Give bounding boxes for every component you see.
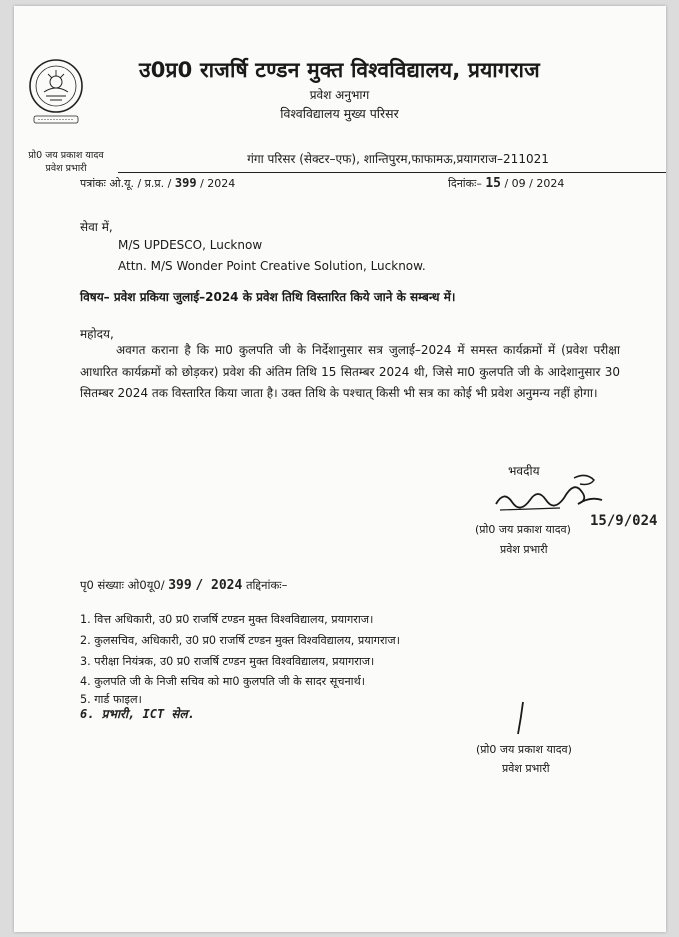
date-label: दिनांकः– (448, 177, 482, 190)
subject-line: विषय– प्रवेश प्रकिया जुलाई–2024 के प्रवेश तिथि विस्तारित किये जाने के सम्बन्ध में। (80, 290, 456, 304)
copy-item-6-handwritten: 6. प्रभारी, ICT सेल. (80, 707, 195, 721)
letter-page (14, 6, 666, 932)
closing-bhavdiya: भवदीय (508, 464, 540, 478)
officer-post: प्रवेश प्रभारी (45, 163, 87, 174)
header-divider (118, 172, 666, 173)
addressee-line1: M/S UPDESCO, Lucknow (118, 238, 263, 252)
copy-item-2: 2. कुलसचिव, अधिकारी, उ0 प्र0 राजर्षि टण्डन मुक्त विश्वविद्यालय, प्रयागराज। (80, 634, 400, 647)
addressee-line2: Attn. M/S Wonder Point Creative Solution, Lucknow. (118, 259, 426, 273)
signature1-date: 15/9/024 (590, 513, 658, 529)
department-name: प्रवेश अनुभाग (309, 88, 370, 102)
campus-name: विश्वविद्यालय मुख्य परिसर (280, 106, 399, 121)
initial-mark-icon (512, 700, 528, 736)
officer-block (14, 149, 118, 175)
university-title: उ0प्र0 राजर्षि टण्डन मुक्त विश्वविद्यालय, प्रयागराज (139, 58, 540, 82)
copy-number: 399 (168, 578, 192, 593)
date-rest: / 09 / 2024 (504, 177, 565, 190)
reference-number (80, 176, 235, 191)
copy-item-5: 5. गार्ड फाइल। (80, 693, 142, 706)
body-paragraph: अवगत कराना है कि मा0 कुलपति जी के निर्देशानुसार सत्र जुलाई–2024 में समस्त कार्यक्रमों में (प्रवेश परीक्षा आधारित कार्यक्रमों को छोड़कर) प्रवेश की अंतिम तिथि 15 सितम्बर 2024 थी, जिसे मा0 कुलपति जी के आदेशानुसार 30 सितम्बर 2024 तक विस्तारित किया जाता है। उक्त तिथि के पश्चात् किसी भी सत्र का कोई भी प्रवेश अनुमन्य नहीं होगा। (80, 343, 620, 400)
greeting: महोदय, (80, 327, 114, 341)
address-line: गंगा परिसर (सेक्टर–एफ), शान्तिपुरम,फाफामऊ,प्रयागराज–211021 (247, 152, 549, 166)
officer-name: प्रो0 जय प्रकाश यादव (28, 150, 104, 161)
patrank-year: / 2024 (200, 177, 236, 190)
copy-reference (80, 578, 287, 593)
signature2-name: (प्रो0 जय प्रकाश यादव) (476, 743, 572, 756)
signature2-post: प्रवेश प्रभारी (502, 762, 550, 775)
copy-year: / 2024 (195, 578, 243, 593)
copy-label-start: पृ0 संख्याः ओ0यू0/ (80, 578, 165, 592)
patrank-number: 399 (174, 176, 197, 190)
reference-date (448, 176, 564, 191)
patrank-label: पत्रांकः ओ.यू. / प्र.प्र. / (80, 177, 172, 190)
copy-item-3: 3. परीक्षा नियंत्रक, उ0 प्र0 राजर्षि टण्डन मुक्त विश्वविद्यालय, प्रयागराज। (80, 655, 375, 668)
copy-item-4: 4. कुलपति जी के निजी सचिव को मा0 कुलपति जी के सादर सूचनार्थ। (80, 675, 365, 688)
copy-label-end: तद्दिनांकः– (246, 578, 288, 592)
signature1-name: (प्रो0 जय प्रकाश यादव) (475, 523, 571, 536)
to-label: सेवा में, (80, 220, 113, 234)
signature1-post: प्रवेश प्रभारी (500, 543, 548, 556)
date-day: 15 (485, 176, 501, 191)
copy-item-1: 1. वित्त अधिकारी, उ0 प्र0 राजर्षि टण्डन मुक्त विश्वविद्यालय, प्रयागराज। (80, 613, 374, 626)
